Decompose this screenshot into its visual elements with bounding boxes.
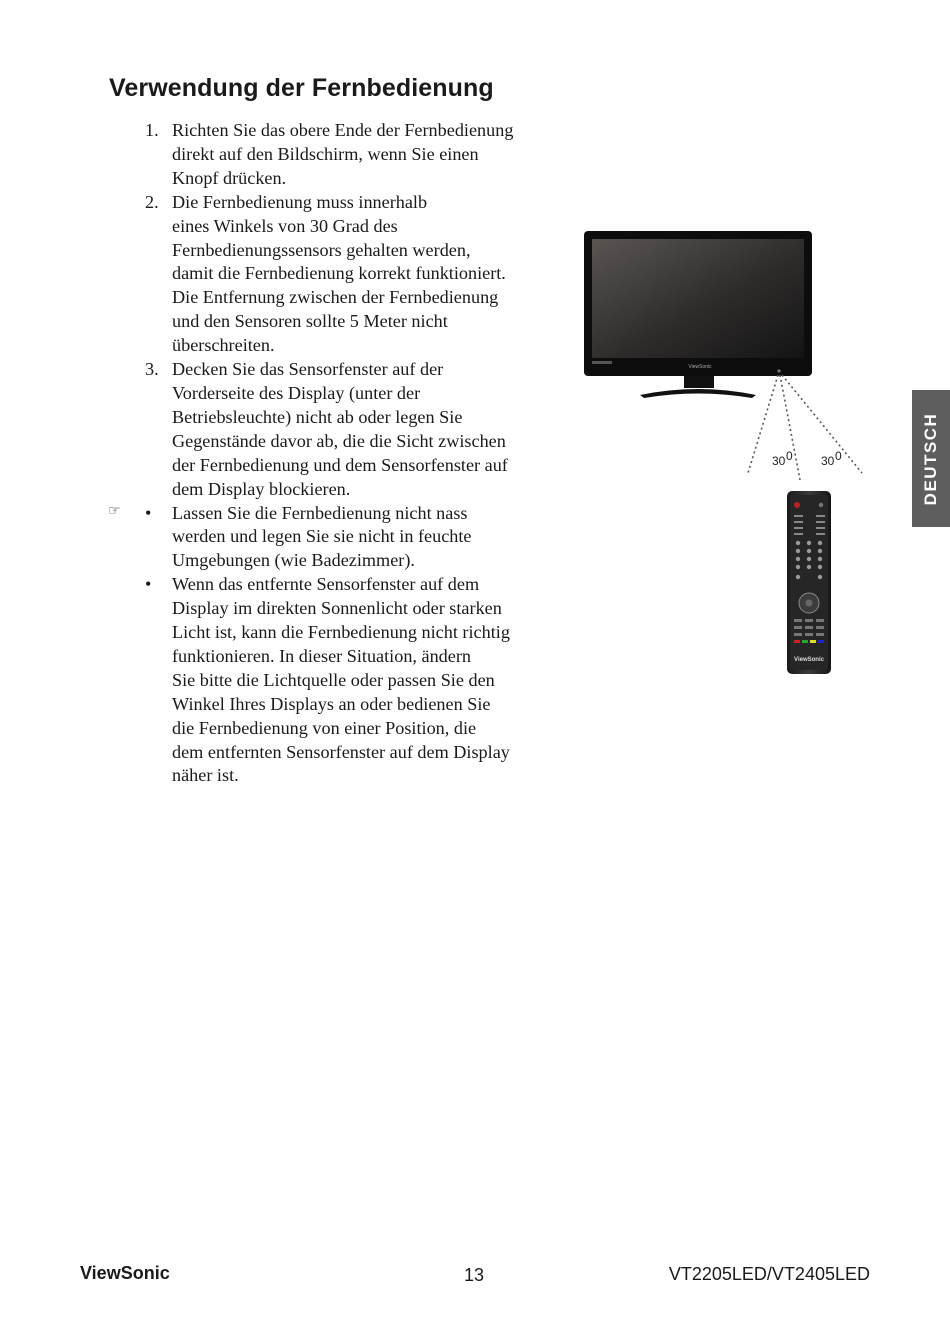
- language-tab: [912, 390, 950, 527]
- pointing-hand-icon: ☞: [108, 503, 121, 519]
- text-line: Richten Sie das obere Ende der Fernbedienung: [172, 120, 514, 140]
- text-line: Lassen Sie die Fernbedienung nicht nass: [172, 502, 468, 523]
- item-text: [172, 191, 560, 358]
- text-line: Gegenstände davor ab, die die Sicht zwischen: [172, 430, 506, 451]
- text-line: Vorderseite des Display (unter der: [172, 382, 421, 403]
- text-line: Knopf drücken.: [172, 167, 287, 188]
- text-line: damit die Fernbedienung korrekt funktioniert.: [172, 263, 506, 284]
- text-line: dem Display blockieren.: [172, 478, 351, 499]
- text-line: dem entfernten Sensorfenster auf dem Display: [172, 741, 510, 762]
- page-number: 13: [464, 1265, 485, 1285]
- text-line: Umgebungen (wie Badezimmer).: [172, 550, 415, 571]
- text-line: Die Entfernung zwischen der Fernbedienung: [172, 287, 499, 308]
- text-line: der Fernbedienung und dem Sensorfenster auf: [172, 454, 508, 475]
- tv-brand-label: ViewSonic: [688, 364, 712, 370]
- page-title: Verwendung der Fernbedienung: [109, 74, 494, 102]
- text-line: funktionieren. In dieser Situation, ändern: [172, 645, 472, 666]
- item-number: 3.: [145, 359, 159, 380]
- item-text: [172, 119, 560, 191]
- text-line: überschreiten.: [172, 335, 275, 356]
- bullet-icon: •: [145, 574, 152, 595]
- footer-brand: ViewSonic: [80, 1263, 170, 1283]
- text-line: eines Winkels von 30 Grad des: [172, 215, 398, 236]
- text-line: Display im direkten Sonnenlicht oder starken: [172, 598, 502, 619]
- angle-unit-left: 0: [786, 449, 793, 463]
- sensor-icon: [777, 369, 780, 372]
- bullet-item-1: [130, 502, 560, 574]
- tv-display-icon: [584, 231, 812, 398]
- text-line: Licht ist, kann die Fernbedienung nicht richtig: [172, 622, 510, 643]
- text-line: die Fernbedienung von einer Position, die: [172, 717, 477, 738]
- bullet-item-2: [130, 573, 560, 788]
- angle-lines: [748, 375, 862, 480]
- remote-usage-illustration: [580, 225, 870, 685]
- text-line: werden und legen Sie sie nicht in feuchte: [172, 526, 472, 547]
- angle-label-left: 30: [772, 454, 786, 468]
- text-line: direkt auf den Bildschirm, wenn Sie einen: [172, 143, 479, 164]
- instructions-list: [130, 119, 560, 788]
- remote-brand-label: ViewSonic: [794, 657, 824, 663]
- language-tab-label: DEUTSCH: [921, 412, 940, 505]
- item-text: [172, 502, 560, 574]
- numbered-item-2: [130, 191, 560, 358]
- footer-model: VT2205LED/VT2405LED: [668, 1264, 870, 1284]
- numbered-item-1: [130, 119, 560, 191]
- angle-label-right: 30: [821, 454, 835, 468]
- text-line: näher ist.: [172, 765, 239, 786]
- text-line: Wenn das entfernte Sensorfenster auf dem: [172, 574, 480, 595]
- bullet-icon: •: [145, 502, 152, 523]
- text-line: und den Sensoren sollte 5 Meter nicht: [172, 311, 448, 332]
- item-text: [172, 358, 560, 501]
- item-number: 2.: [145, 191, 159, 212]
- angle-unit-right: 0: [835, 449, 842, 463]
- text-line: Die Fernbedienung muss innerhalb: [172, 191, 428, 212]
- remote-control-icon: [787, 491, 831, 674]
- text-line: Betriebsleuchte) nicht ab oder legen Sie: [172, 406, 463, 427]
- text-line: Winkel Ihres Displays an oder bedienen Sie: [172, 693, 491, 714]
- text-line: Decken Sie das Sensorfenster auf der: [172, 359, 444, 380]
- item-number: 1.: [145, 120, 159, 140]
- numbered-item-3: [130, 358, 560, 501]
- text-line: Fernbedienungssensors gehalten werden,: [172, 239, 471, 260]
- item-text: [172, 573, 560, 788]
- text-line: Sie bitte die Lichtquelle oder passen Sie den: [172, 669, 495, 690]
